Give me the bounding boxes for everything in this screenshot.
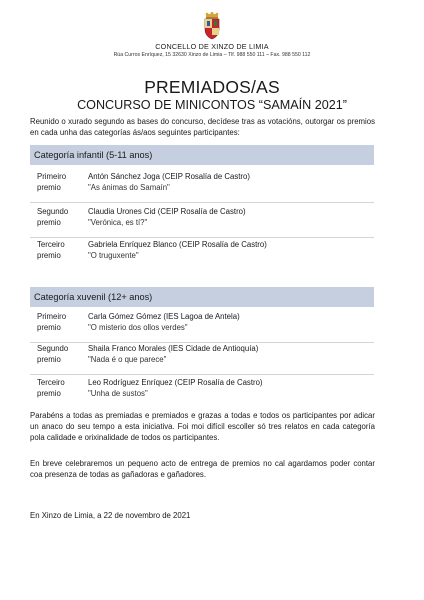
prize-place: Segundo premio: [37, 207, 69, 227]
story-title: "O misterio dos ollos verdes": [88, 323, 188, 332]
row-divider: [30, 202, 374, 203]
prize-place: Segundo premio: [37, 344, 69, 364]
document-title: PREMIADOS/AS: [144, 77, 280, 97]
winner-name: Antón Sánchez Joga (CEIP Rosalía de Castro): [88, 172, 250, 181]
winner-name: Carla Gómez Gómez (IES Lagoa de Antela): [88, 312, 240, 321]
place-date-signature: En Xinzo de Limia, a 22 de novembro de 2021: [30, 511, 191, 520]
story-title: "Nada é o que parece": [88, 355, 167, 364]
thanks-paragraph: Parabéns a todas as premiadas e premiados e grazas a todas e todos os participantes por adicar un anaco do seu tempo a esta iniciativa. Foi moi difícil escoller só tres relatos en cada categoría pola calidade e orixinalidade de todos os participantes.: [30, 411, 375, 442]
winner-name: Gabriela Enríquez Blanco (CEIP Rosalía de Castro): [88, 240, 267, 249]
story-title: "Verónica, es tí?": [88, 218, 148, 227]
coat-of-arms-icon: [202, 12, 222, 40]
winner-row: [30, 343, 374, 379]
row-divider: [30, 374, 374, 375]
prize-place: Primeiro premio: [37, 312, 67, 332]
winner-row: [30, 239, 374, 275]
prize-place: Terceiro premio: [37, 240, 65, 260]
winner-row: [30, 311, 374, 347]
row-divider: [30, 237, 374, 238]
winner-name: Claudia Urones Cid (CEIP Rosalía de Castro): [88, 207, 246, 216]
story-title: "O truguxente": [88, 251, 139, 260]
story-title: "As ánimas do Samaín": [88, 183, 170, 192]
organization-address: Rúa Curros Enríquez, 15 32630 Xinzo de Limia – Tlf. 988 550 111 – Fax. 988 550 112: [113, 52, 311, 58]
winner-name: Leo Rodríguez Enríquez (CEIP Rosalía de Castro): [88, 378, 263, 387]
winner-row: [30, 206, 374, 242]
winner-row: [30, 377, 374, 413]
prize-place: Primeiro premio: [37, 172, 67, 192]
document-subtitle: CONCURSO DE MINICONTOS “SAMAÍN 2021”: [77, 98, 347, 112]
story-title: "Unha de sustos": [88, 389, 148, 398]
winner-row: [30, 171, 374, 207]
winner-name: Shaila Franco Morales (IES Cidade de Antioquía): [88, 344, 259, 353]
prize-place: Terceiro premio: [37, 378, 65, 398]
intro-paragraph: Reunido o xurado segundo as bases do concurso, decídese tras as votacións, outorgar os premios en cada unha das categorías ás/aos seguintes participantes:: [30, 117, 375, 137]
category-header-infantil: Categoría infantil (5-11 anos): [30, 145, 374, 165]
ceremony-paragraph: En breve celebraremos un pequeno acto de entrega de premios no cal agardamos poder contar coa presenza de todas as gañadoras e gañadores.: [30, 459, 375, 479]
organization-name: CONCELLO DE XINZO DE LIMIA: [155, 42, 269, 51]
category-header-xuvenil: Categoría xuvenil (12+ anos): [30, 287, 374, 307]
